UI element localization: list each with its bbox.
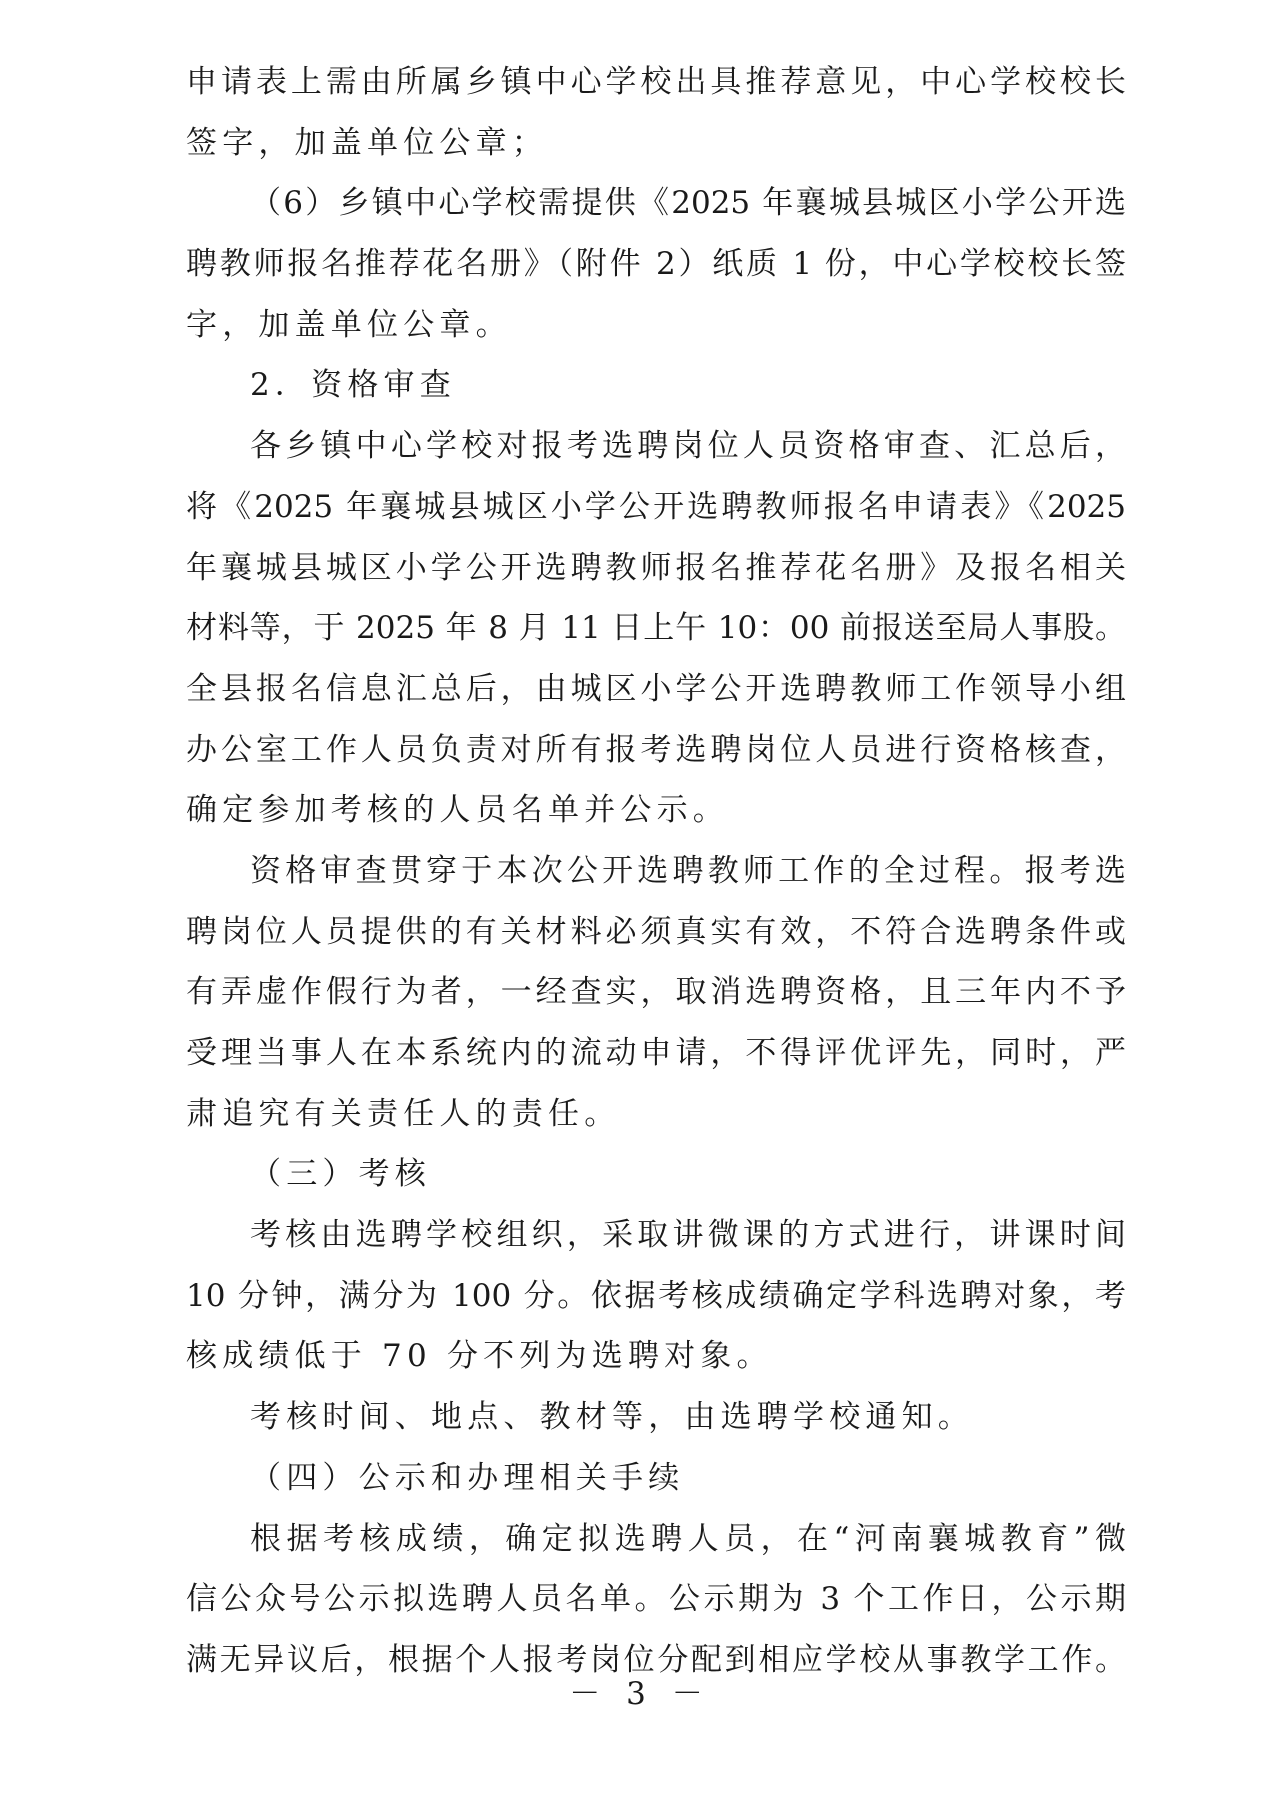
body-text xyxy=(186,52,1126,1691)
text-line: 办公室工作人员负责对所有报考选聘岗位人员进行资格核查， xyxy=(186,731,1126,768)
text-line: 全县报名信息汇总后，由城区小学公开选聘教师工作领导小组 xyxy=(186,670,1126,707)
section-heading: （三）考核 xyxy=(250,1156,431,1193)
section-heading: 2．资格审查 xyxy=(250,367,456,404)
text-line: 聘岗位人员提供的有关材料必须真实有效，不符合选聘条件或 xyxy=(186,913,1126,950)
text-line: 确定参加考核的人员名单并公示。 xyxy=(186,792,729,829)
text-line: 将《2025 年襄城县城区小学公开选聘教师报名申请表》《2025 xyxy=(186,488,1126,525)
text-line: 肃追究有关责任人的责任。 xyxy=(186,1095,621,1132)
text-line: 核成绩低于 70 分不列为选聘对象。 xyxy=(186,1338,773,1375)
text-line: 申请表上需由所属乡镇中心学校出具推荐意见，中心学校校长 xyxy=(186,64,1126,100)
text-line: 满无异议后，根据个人报考岗位分配到相应学校从事教学工作。 xyxy=(186,1641,1126,1678)
text-line: 聘教师报名推荐花名册》（附件 2）纸质 1 份，中心学校校长签 xyxy=(186,246,1126,283)
text-line: 签字，加盖单位公章； xyxy=(186,124,548,161)
text-line: 受理当事人在本系统内的流动申请，不得评优评先，同时，严 xyxy=(186,1035,1126,1071)
page-number: － 3 － xyxy=(569,1676,711,1712)
text-line: 考核时间、地点、教材等，由选聘学校通知。 xyxy=(250,1399,974,1436)
text-line: 信公众号公示拟选聘人员名单。公示期为 3 个工作日，公示期 xyxy=(186,1581,1126,1618)
text-line: 10 分钟，满分为 100 分。依据考核成绩确定学科选聘对象，考 xyxy=(186,1277,1126,1314)
text-line: 年襄城县城区小学公开选聘教师报名推荐花名册》及报名相关 xyxy=(186,549,1126,586)
text-line: 资格审查贯穿于本次公开选聘教师工作的全过程。报考选 xyxy=(250,852,1126,889)
section-heading: （四）公示和办理相关手续 xyxy=(250,1459,685,1496)
text-line: 各乡镇中心学校对报考选聘岗位人员资格审查、汇总后， xyxy=(250,428,1126,465)
text-line: 考核由选聘学校组织，采取讲微课的方式进行，讲课时间 xyxy=(250,1217,1126,1254)
text-line: 字，加盖单位公章。 xyxy=(186,306,512,343)
text-line: 有弄虚作假行为者，一经查实，取消选聘资格，且三年内不予 xyxy=(186,974,1126,1011)
text-line: 根据考核成绩，确定拟选聘人员，在“河南襄城教育”微 xyxy=(250,1520,1126,1557)
text-line: （6）乡镇中心学校需提供《2025 年襄城县城区小学公开选 xyxy=(250,185,1126,222)
text-line: 材料等，于 2025 年 8 月 11 日上午 10：00 前报送至局人事股。 xyxy=(186,610,1126,647)
